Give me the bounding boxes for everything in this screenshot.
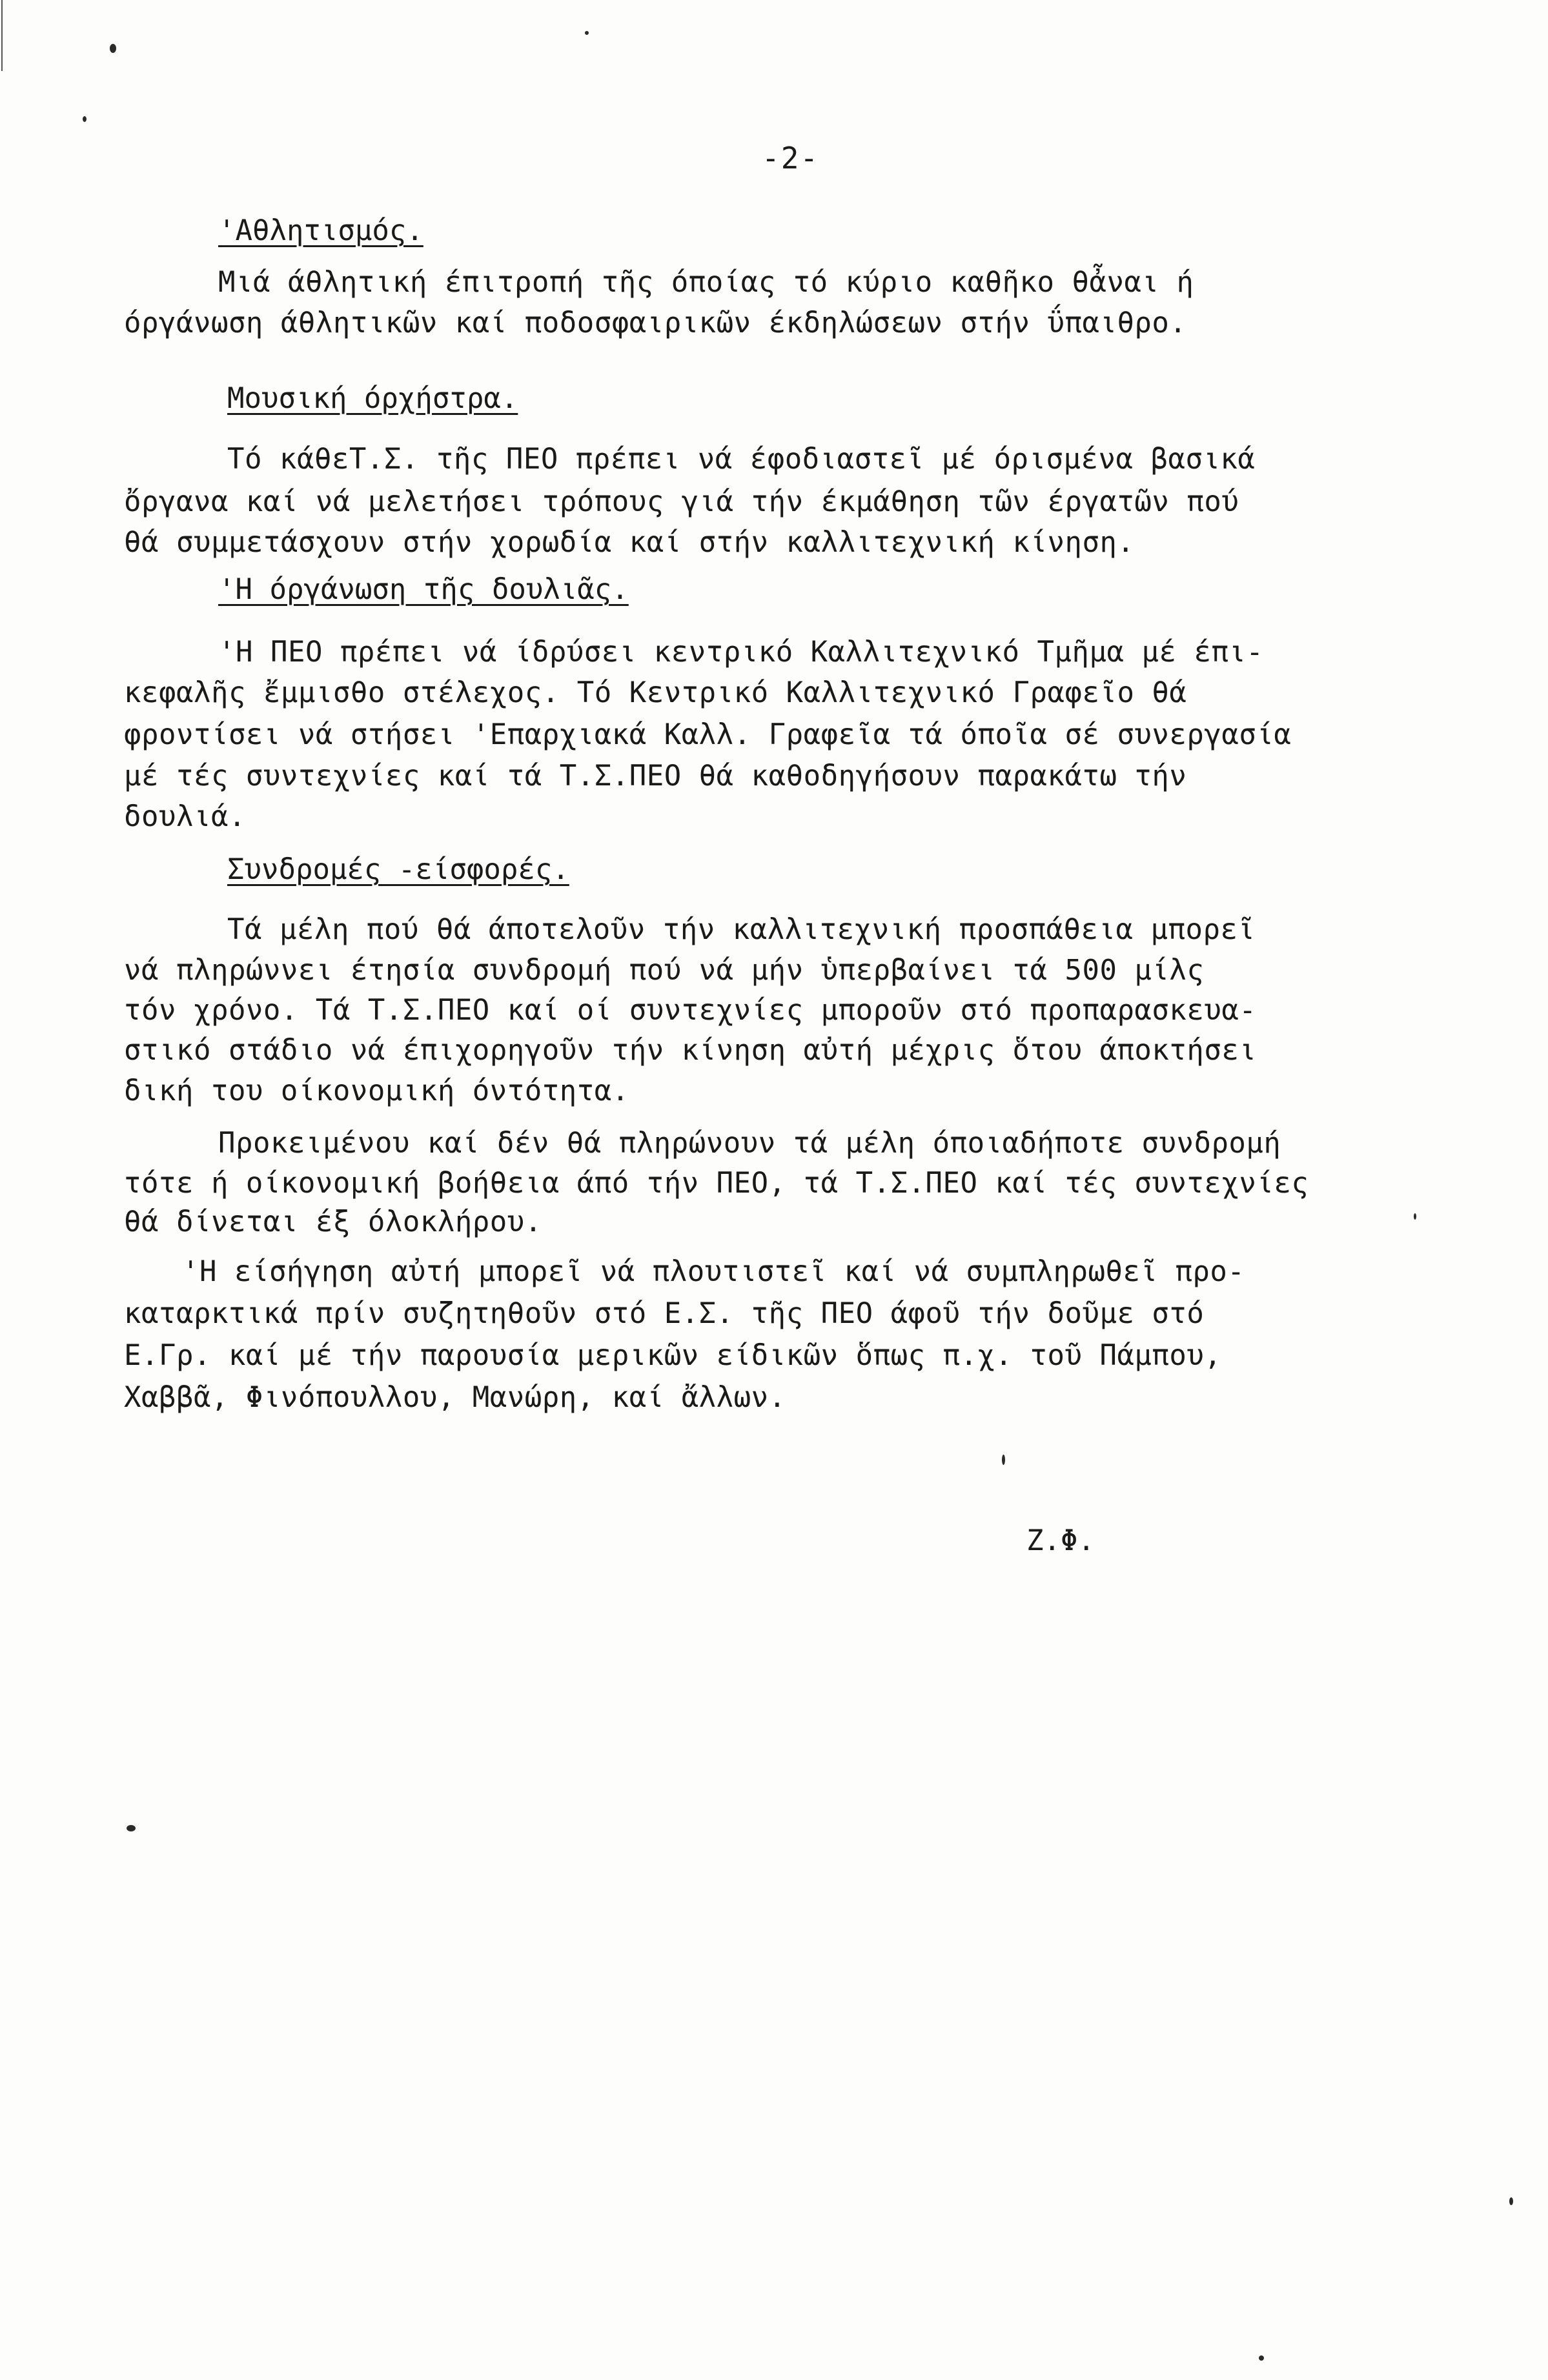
paragraph-line: 'Η είσήγηση αὐτή μπορεῖ νά πλουτιστεῖ καί νά συμπληρωθεῖ προ- bbox=[182, 1255, 1245, 1288]
paragraph-line: μέ τές συντεχνίες καί τά Τ.Σ.ΠΕΟ θά καθοδηγήσουν παρακάτω τήν bbox=[124, 760, 1187, 792]
scan-speck bbox=[1414, 1213, 1416, 1220]
paragraph-line: θά δίνεται έξ όλοκλήρου. bbox=[124, 1205, 542, 1238]
scan-speck bbox=[585, 31, 589, 35]
scan-speck bbox=[127, 1825, 136, 1831]
paragraph-line: καταρκτικά πρίν συζητηθοῦν στό Ε.Σ. τῆς ΠΕΟ άφοῦ τήν δοῦμε στό bbox=[124, 1297, 1205, 1330]
scan-speck bbox=[1259, 2355, 1264, 2361]
paragraph-line: τότε ή οίκονομική βοήθεια άπό τήν ΠΕΟ, τά Τ.Σ.ΠΕΟ καί τές συντεχνίες bbox=[124, 1167, 1309, 1200]
paragraph-line: τόν χρόνο. Τά Τ.Σ.ΠΕΟ καί οί συντεχνίες μποροῦν στό προπαρασκευα- bbox=[124, 994, 1257, 1027]
scan-speck bbox=[1509, 2197, 1513, 2205]
paragraph-line: ὄργανα καί νά μελετήσει τρόπους γιά τήν έκμάθηση τῶν έργατῶν πού bbox=[124, 485, 1239, 518]
section-heading-music: Μουσική όρχήστρα. bbox=[227, 382, 518, 415]
paragraph-line: κεφαλῆς ἔμμισθο στέλεχος. Τό Κεντρικό Καλλιτεχνικό Γραφεῖο θά bbox=[124, 676, 1187, 709]
signature-initials: Ζ.Φ. bbox=[1026, 1524, 1095, 1557]
scan-speck bbox=[110, 44, 116, 53]
paragraph-line: Μιά άθλητική έπιτροπή τῆς όποίας τό κύριο καθῆκο θἆναι ή bbox=[218, 266, 1194, 299]
paragraph-line: 'Η ΠΕΟ πρέπει νά ίδρύσει κεντρικό Καλλιτεχνικό Τμῆμα μέ έπι- bbox=[218, 636, 1264, 669]
scan-speck bbox=[83, 116, 87, 122]
paragraph-line: Προκειμένου καί δέν θά πληρώνουν τά μέλη όποιαδήποτε συνδρομή bbox=[218, 1127, 1281, 1160]
paragraph-line: φροντίσει νά στήσει 'Επαρχιακά Καλλ. Γραφεῖα τά όποῖα σέ συνεργασία bbox=[124, 718, 1292, 751]
page-number: -2- bbox=[762, 141, 820, 176]
paragraph-line: Ε.Γρ. καί μέ τήν παρουσία μερικῶν είδικῶν ὅπως π.χ. τοῦ Πάμπου, bbox=[124, 1339, 1222, 1372]
paragraph-line: θά συμμετάσχουν στήν χορωδία καί στήν καλλιτεχνική κίνηση. bbox=[124, 526, 1135, 559]
paragraph-line: νά πληρώννει έτησία συνδρομή πού νά μήν ὑπερβαίνει τά 500 μίλς bbox=[124, 954, 1205, 987]
scan-edge-line bbox=[1, 0, 3, 71]
paragraph-line: Τά μέλη πού θά άποτελοῦν τήν καλλιτεχνική προσπάθεια μπορεῖ bbox=[227, 913, 1256, 946]
paragraph-line: όργάνωση άθλητικῶν καί ποδοσφαιρικῶν έκδηλώσεων στήν ΰπαιθρο. bbox=[124, 307, 1187, 339]
paragraph-line: δική του οίκονομική όντότητα. bbox=[124, 1074, 629, 1107]
scan-speck bbox=[1002, 1455, 1005, 1465]
section-heading-athletics: 'Αθλητισμός. bbox=[218, 214, 423, 247]
paragraph-line: Τό κάθεΤ.Σ. τῆς ΠΕΟ πρέπει νά έφοδιαστεῖ μέ όρισμένα βασικά bbox=[227, 443, 1256, 476]
paragraph-line: στικό στάδιο νά έπιχορηγοῦν τήν κίνηση αὐτή μέχρις ὅτου άποκτήσει bbox=[124, 1034, 1257, 1067]
paragraph-line: Χαββᾶ, Φινόπουλλου, Μανώρη, καί ἄλλων. bbox=[124, 1381, 786, 1414]
section-heading-subscriptions: Συνδρομές -είσφορές. bbox=[227, 853, 569, 886]
paragraph-line: δουλιά. bbox=[124, 800, 246, 833]
section-heading-organisation: 'Η όργάνωση τῆς δουλιᾶς. bbox=[218, 573, 629, 606]
